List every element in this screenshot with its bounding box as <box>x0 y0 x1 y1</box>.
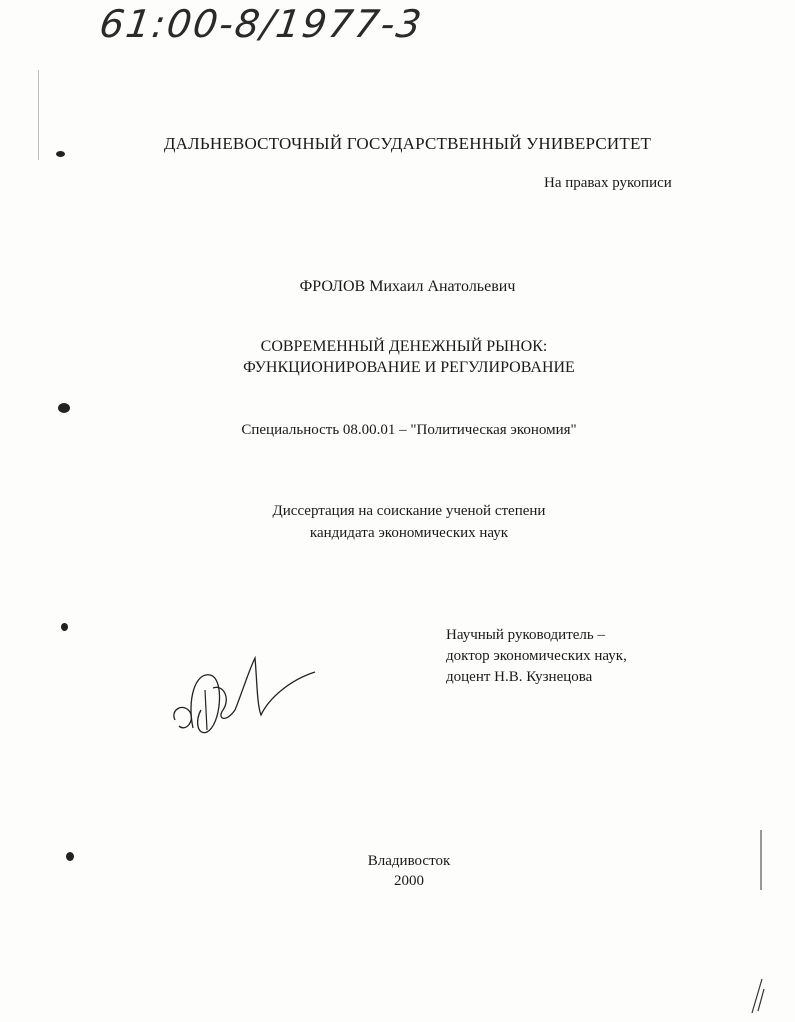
advisor-line-3: доцент Н.В. Кузнецова <box>446 669 593 685</box>
scan-mark <box>58 403 70 413</box>
advisor-line-2: доктор экономических наук, <box>446 648 627 664</box>
thesis-line-1: Диссертация на соискание ученой степени <box>272 503 546 519</box>
author-name: ФРОЛОВ Михаил Анатольевич <box>299 278 516 295</box>
year: 2000 <box>394 873 424 889</box>
thesis-line-2: кандидата экономических наук <box>309 525 509 541</box>
archive-code: 61:00-8/1977-3 <box>96 2 426 46</box>
title-line-1: СОВРЕМЕННЫЙ ДЕНЕЖНЫЙ РЫНОК: <box>260 338 548 355</box>
scan-mark <box>61 623 68 631</box>
university-name: ДАЛЬНЕВОСТОЧНЫЙ ГОСУДАРСТВЕННЫЙ УНИВЕРСИТЕТ <box>163 134 652 153</box>
advisor-line-1: Научный руководитель – <box>446 627 605 643</box>
signature <box>165 650 325 745</box>
specialty: Специальность 08.00.01 – "Политическая экономия" <box>241 422 577 438</box>
title-line-2: ФУНКЦИОНИРОВАНИЕ И РЕГУЛИРОВАНИЕ <box>243 359 575 376</box>
scan-scribble <box>748 975 768 1015</box>
city: Владивосток <box>367 853 451 869</box>
manuscript-note: На правах рукописи <box>544 175 672 191</box>
